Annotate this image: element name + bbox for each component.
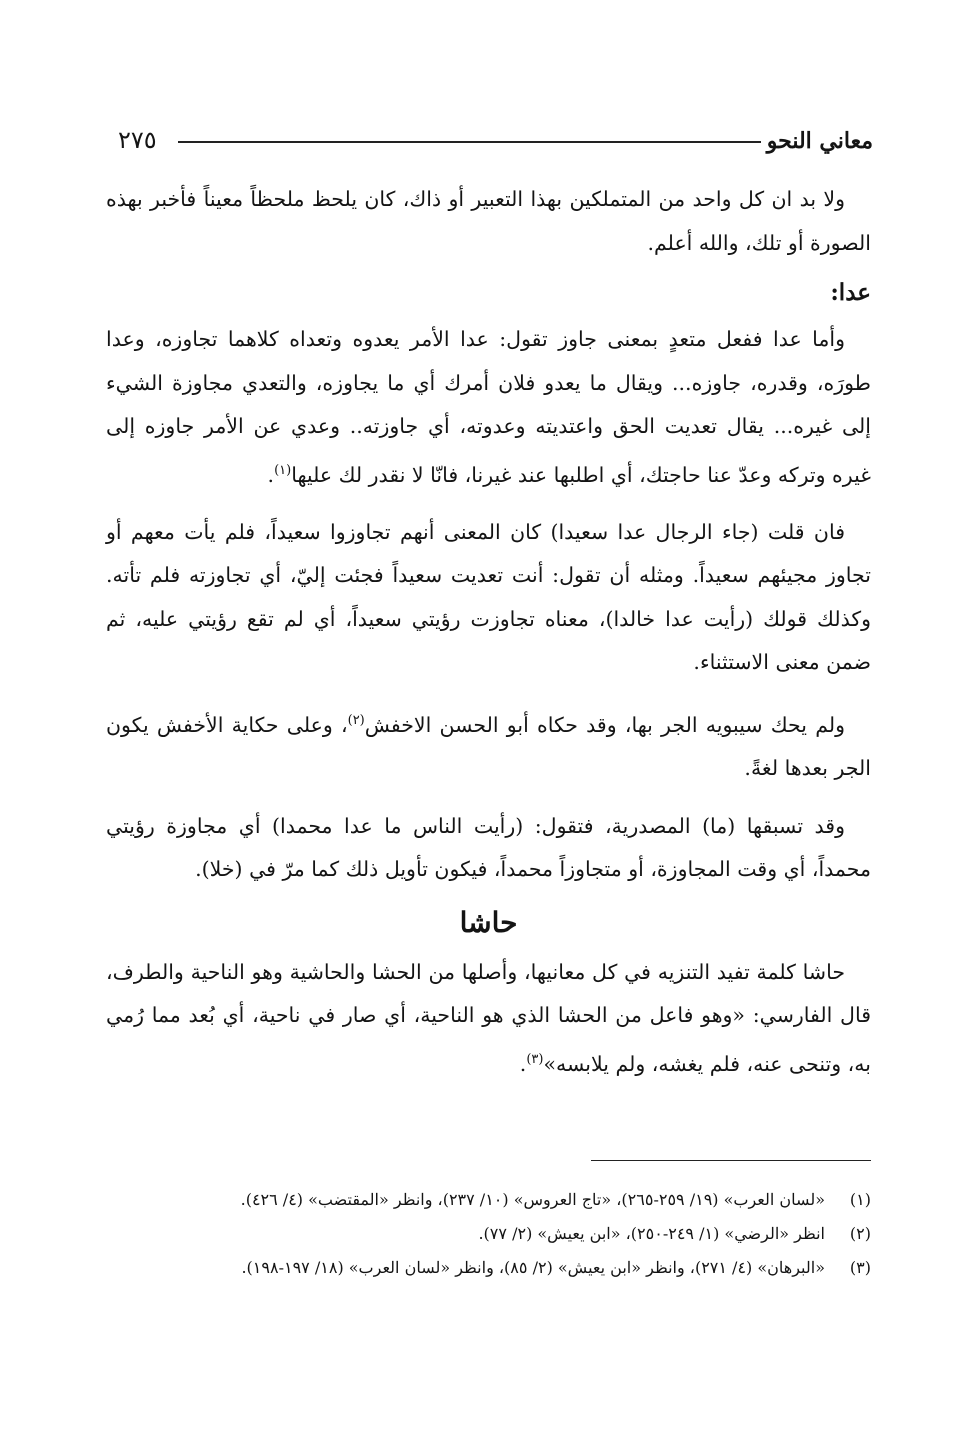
footnote-number: (١) xyxy=(849,1190,871,1209)
book-title: معاني النحو xyxy=(766,128,873,154)
paragraph-4: ولم يحك سيبويه الجر بها، وقد حكاه أبو الحسن الاخفش$^{(٢)}$، وعلى حكاية الأخفش يكون الجر بعدها لغةً. xyxy=(106,712,871,781)
footnote-number: (٣) xyxy=(849,1258,871,1277)
footnote-ref-2[interactable]: (٢) xyxy=(347,712,365,728)
running-head xyxy=(108,128,873,168)
paragraph-5: وقد تسبقها (ما) المصدرية، فتقول: (رأيت الناس ما عدا محمدا) أي مجاوزة رؤيتي محمداً، أي وقت المجاوزة، أو متجاوزاً محمداً، فيكون تأويل ذلك كما مرّ في (خلا). xyxy=(106,813,871,882)
section-heading-ada: عدا: xyxy=(830,279,871,306)
footnote-text: «لسان العرب» (١٩/ ٢٥٩-٢٦٥)، «تاج العروس» (١٠/ ٢٣٧)، وانظر «المقتضب» (٤/ ٤٢٦). xyxy=(240,1190,825,1209)
paragraph-3: فان قلت (جاء الرجال عدا سعيدا) كان المعنى أنهم تجاوزوا سعيداً، فلم يأت معهم أو تجاوز مجيئهم سعيداً. ومثله أن تقول: أنت تعديت سعيداً فجئت إليّ، أي تجاوزته فلم تأته. وكذلك قولك (رأيت عدا خالدا)، معناه تجاوزت رؤيتي سعيداً، أي لم تقع رؤيتي عليه، ثم ضمن معنى الاستثناء. xyxy=(106,519,871,675)
page-number: ٢٧٥ xyxy=(118,126,157,154)
footnote-ref-3[interactable]: (٣) xyxy=(526,1051,544,1067)
footnote-2 xyxy=(106,1217,871,1251)
footnote-separator xyxy=(591,1160,871,1161)
paragraph-1: ولا بد ان كل واحد من المتملكين بهذا التعبير أو ذاك، كان يلحظ ملحظاً معيناً فأخبر بهذه الصورة أو تلك، والله أعلم. xyxy=(106,187,871,255)
footnote-text: «البرهان» (٤/ ٢٧١)، وانظر «ابن يعيش» (٢/ ٨٥)، وانظر «لسان العرب» (١٨/ ١٩٧-١٩٨). xyxy=(241,1258,825,1277)
section-heading-hasha: حاشا xyxy=(459,905,518,939)
footnote-text: انظر «الرضي» (١/ ٢٤٩-٢٥٠)، «ابن يعيش» (٢/ ٧٧). xyxy=(478,1224,825,1243)
paragraph-6: حاشا كلمة تفيد التنزيه في كل معانيها، وأصلها من الحشا والحاشية وهو الناحية والطرف، قال الفارسي: «وهو فاعل من الحشا الذي هو الناحية، أي صار في ناحية، أي بُعد مما رُمي به، وتنحى عنه، فلم يغشه، ولم يلابسه»$^{(٣)}$. xyxy=(106,959,871,1076)
footnote-number: (٢) xyxy=(849,1224,871,1243)
footnote-1 xyxy=(106,1183,871,1217)
footnotes xyxy=(106,1183,871,1285)
paragraph-2: وأما عدا ففعل متعدٍ بمعنى جاوز تقول: عدا الأمر يعدوه وتعداه كلاهما تجاوزه، وعدا طورَه، وقدره، جاوزه... ويقال ما يعدو فلان أمرك أي ما يجاوزه، والتعدي مجاوزة الشيء إلى غيره... يقال تعديت الحق واعتديته وعدوته، أي جاوزته.. وعدي عن الأمر جاوزه إلى غيره وتركه وعدّ عنا حاجتك، أي اطلبها عند غيرنا، فانّا لا نقدر لك عليها$^{(١)}$. xyxy=(106,327,871,487)
footnote-3 xyxy=(106,1251,871,1285)
body-text xyxy=(106,178,871,1100)
footnote-ref-1[interactable]: (١) xyxy=(274,462,292,478)
header-rule xyxy=(178,141,761,143)
